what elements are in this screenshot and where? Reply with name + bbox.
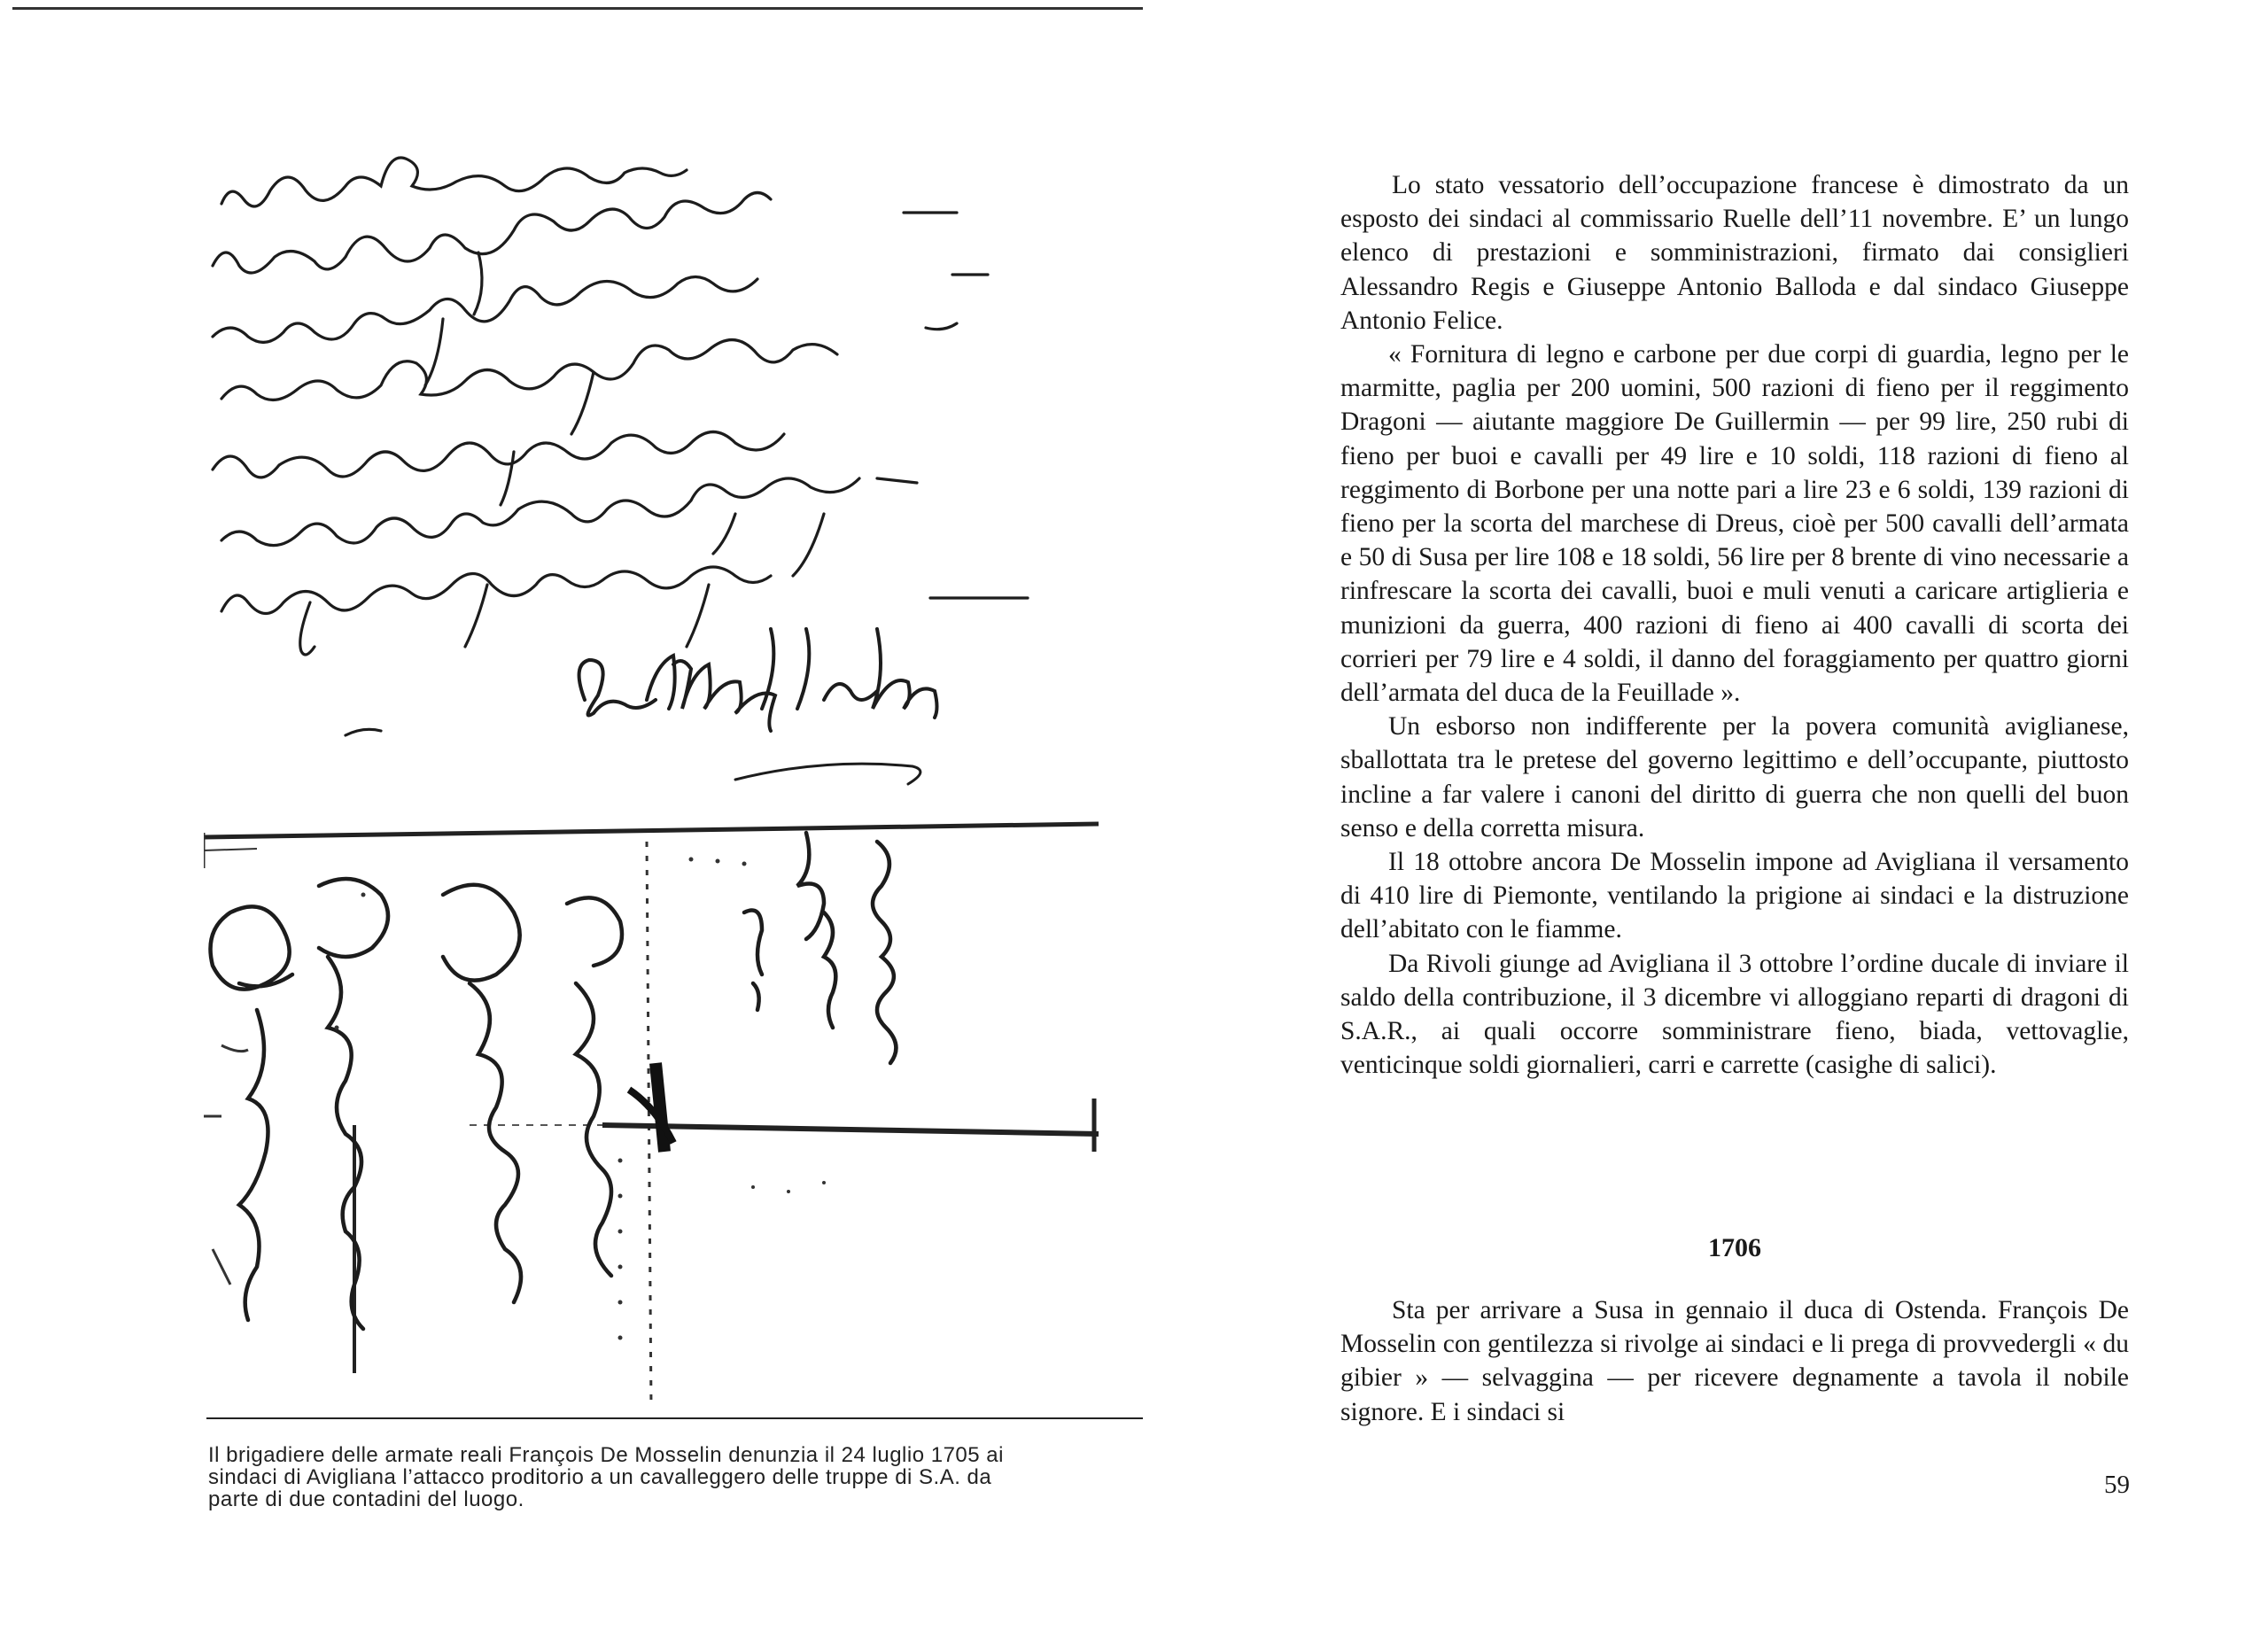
handwritten-letter-image xyxy=(204,133,1107,1409)
section-body-text xyxy=(1340,1293,2129,1429)
page-number: 59 xyxy=(2104,1471,2130,1499)
photo-caption: Il brigadiere delle armate reali François De Mosselin denunzia il 24 luglio 1705 ai sindaci di Avigliana l’attacco proditorio a un cavalleggero delle truppe di S.A. da parte di due contadini del luogo. xyxy=(208,1443,1004,1511)
paragraph: Lo stato vessatorio dell’occupazione francese è dimostrato da un esposto dei sindaci al commissario Ruelle dell’11 novembre. E’ un lungo elenco di prestazioni e somministrazioni, firmato dai consiglieri Alessandro Regis e Giuseppe Antonio Balloda e dal sindaco Giuseppe Antonio Felice. xyxy=(1340,171,2129,335)
paragraph: Da Rivoli giunge ad Avigliana il 3 ottobre l’ordine ducale di inviare il saldo della contribuzione, il 3 dicembre vi alloggiano reparti di dragoni di S.A.R., ai quali occorre somministrare fieno, biada, vettovaglie, venticinque soldi giornalieri, carri e carrette (casighe di salici). xyxy=(1340,949,2129,1080)
section-heading-year: 1706 xyxy=(1708,1233,1761,1262)
paragraph: Un esborso non indifferente per la povera comunità aviglianese, sballottata tra le pretese del governo legittimo e dell’occupante, piuttosto incline a far valere i canoni del diritto di guerra che non quelli del buon senso e della corretta misura. xyxy=(1340,712,2129,842)
body-text xyxy=(1340,168,2129,1082)
paragraph: Il 18 ottobre ancora De Mosselin impone ad Avigliana il versamento di 410 lire di Piemonte, ventilando la prigione ai sindaci e la distruzione dell’abitato con le fiamme. xyxy=(1340,848,2129,944)
photo-bottom-rule xyxy=(206,1417,1159,1419)
letter-facsimile xyxy=(204,133,1107,1409)
paragraph: Sta per arrivare a Susa in gennaio il duca di Ostenda. François De Mosselin con gentilezza si rivolge ai sindaci e li prega di provvedergli « du gibier » — selvaggina — per ricevere degnamente a tavola il nobile signore. E i sindaci si xyxy=(1340,1296,2129,1426)
top-edge-rule xyxy=(12,7,1151,10)
paragraph: « Fornitura di legno e carbone per due corpi di guardia, legno per le marmitte, paglia per 200 uomini, 500 razioni di fieno per il reggimento Dragoni — aiutante maggiore De Guillermin — per 99 lire, 250 rubi di fieno per buoi e cavalli per 49 lire e 10 soldi, 118 razioni di fieno al reggimento di Borbone per una notte pari a lire 23 e 6 soldi, 139 razioni di fieno per la scorta del marchese di Dreus, cioè per 500 cavalli dell’armata e 50 di Susa per lire 108 e 18 soldi, 56 lire per 8 brente di vino necessarie a rinfrescare la scorta dei cavalli, buoi e muli venuti a caricare artiglieria e munizioni da guerra, 400 razioni di fieno ai 400 cavalli di scorta dei corrieri per 79 lire e 4 soldi, il danno del foraggiamento per quattro giorni dell’armata del duca de la Feuillade ». xyxy=(1340,340,2129,708)
